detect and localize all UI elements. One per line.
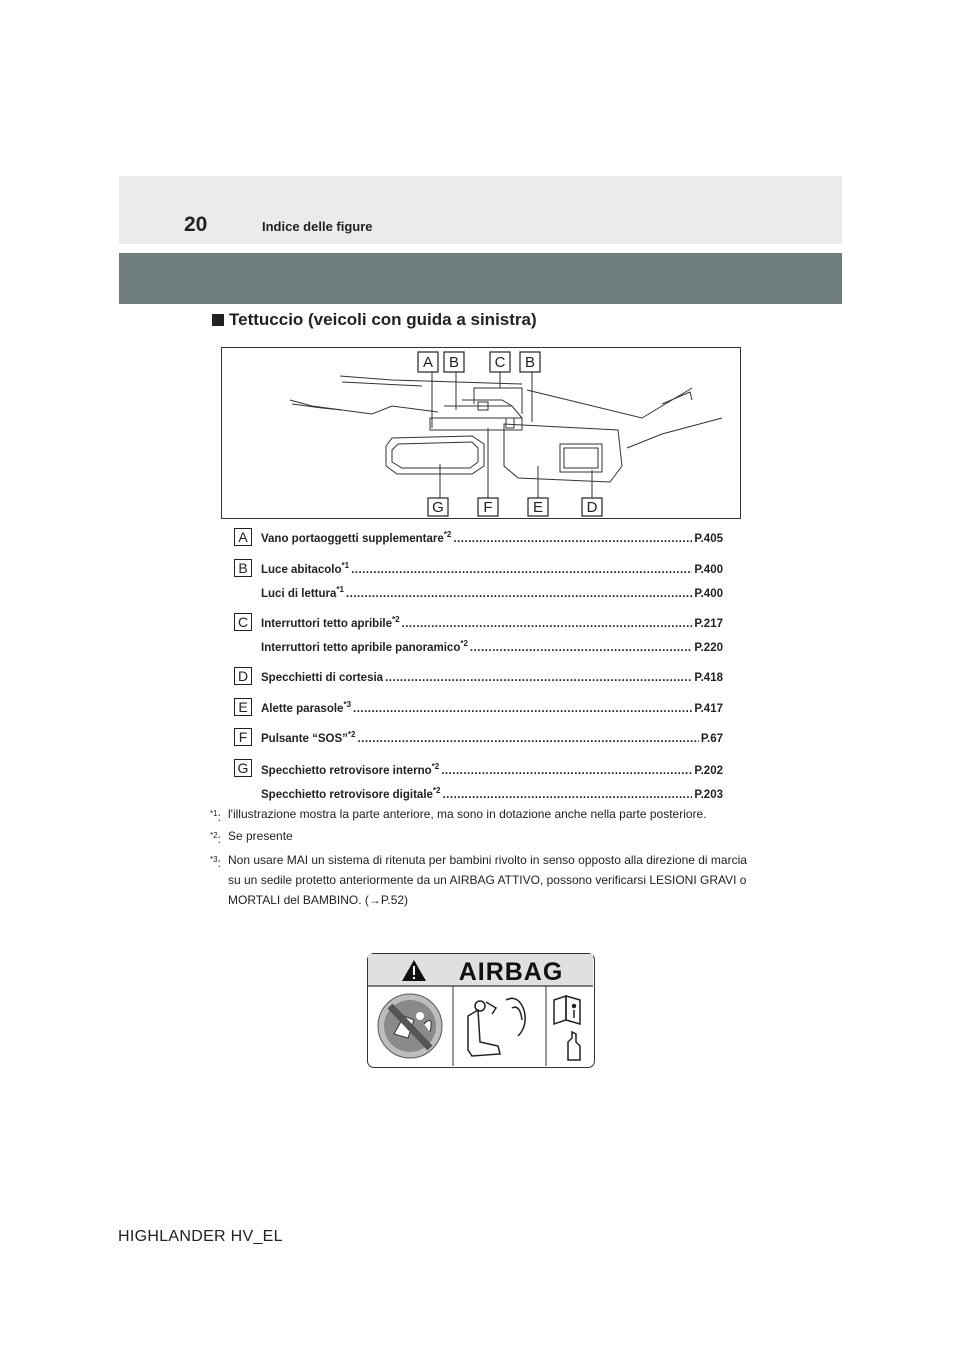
section-heading [212,310,537,330]
item-line [261,700,723,716]
page-reference[interactable]: P.203 [694,788,723,801]
dot-leader [385,672,692,684]
item-label: Luci di lettura$^{*1}$ [261,585,344,600]
footnote: $^{*1}$: l'illustrazione mostra la parte anteriore, ma sono in dotazione anche nella parte posteriore. [210,804,750,824]
dot-leader [442,789,692,801]
footnote-text: Non usare MAI un sistema di ritenuta per bambini rivolto in senso opposto alla direzione di marcia su un sedile protetto anteriormente da un AIRBAG ATTIVO, possono verificarsi LESIONI GRAVI o MORTALI del BAMBINO. (→P.52) [228,853,747,907]
page-reference[interactable]: P.417 [694,702,723,715]
item-label: Specchietto retrovisore interno$^{*2}$ [261,762,440,777]
item-line [261,762,723,778]
callout-d: D [586,499,598,516]
roof-console-drawing [222,348,740,518]
callout-c: C [494,354,506,371]
item-label: Interruttori tetto apribile$^{*2}$ [261,615,400,630]
item-line [261,585,723,601]
page-reference[interactable]: P.418 [694,671,723,684]
page-reference[interactable]: P.220 [694,641,723,654]
page-reference[interactable]: P.405 [694,532,723,545]
item-label: Specchietto retrovisore digitale$^{*2}$ [261,786,441,801]
badge-g: G [234,759,252,777]
badge-f: F [234,728,252,746]
callout-f: F [483,499,493,516]
item-line [261,786,723,802]
header-band [119,176,842,244]
dot-leader [470,642,693,654]
page-reference[interactable]: P.217 [694,617,723,630]
airbag-title: AIRBAG [458,958,564,986]
badge-c: C [234,613,252,631]
page-number: 20 [184,213,208,236]
header-dark-band [119,253,842,304]
airbag-label-drawing [368,954,593,1066]
item-label: Specchietti di cortesia [261,671,384,684]
dot-leader [453,533,692,545]
callout-a: A [422,354,434,371]
item-line [261,639,723,655]
square-bullet-icon [212,314,224,326]
page-reference[interactable]: P.202 [694,764,723,777]
footnote: $^{*2}$: Se presente [210,826,750,846]
item-label: Vano portaoggetti supplementare$^{*2}$ [261,530,452,545]
roof-illustration [221,347,741,519]
item-line [261,561,723,577]
callout-b: B [448,354,460,371]
dot-leader [357,733,698,745]
footnote: $^{*3}$: Non usare MAI un sistema di ritenuta per bambini rivolto in senso opposto alla direzione di marcia su un sedile protetto anteriormente da un AIRBAG ATTIVO, possono verificarsi LESIONI GRAVI o MORTALI del BAMBINO. (→P.52) [210,850,750,910]
callout-b-2: B [524,354,536,371]
dot-leader [353,703,692,715]
dot-leader [402,618,693,630]
item-line [261,615,723,631]
airbag-deploy-icon [468,998,525,1056]
page-reference[interactable]: P.67 [700,732,723,745]
callout-g: G [432,499,444,516]
no-rear-facing-child-seat-icon [378,994,442,1058]
read-manual-icon [554,996,580,1060]
dot-leader [351,564,692,576]
section-title: Indice delle figure [262,219,373,234]
footnote-text: l'illustrazione mostra la parte anteriore, ma sono in dotazione anche nella parte posteriore. [228,807,707,821]
dot-leader [441,765,692,777]
footer-model: HIGHLANDER HV_EL [118,1228,283,1245]
footnote-text: Se presente [228,829,293,843]
heading-text: Tettuccio (veicoli con guida a sinistra) [229,310,537,329]
item-label: Interruttori tetto apribile panoramico$^{*2}$ [261,639,468,654]
item-label: Pulsante “SOS”$^{*2}$ [261,730,356,745]
callout-e: E [532,499,544,516]
item-line [261,530,723,546]
item-line [261,730,723,746]
item-line [261,669,723,685]
dot-leader [346,588,692,600]
badge-d: D [234,667,252,685]
page-reference[interactable]: P.400 [694,587,723,600]
item-label: Luce abitacolo$^{*1}$ [261,561,350,576]
badge-b: B [234,559,252,577]
airbag-warning-label [367,953,595,1068]
badge-e: E [234,698,252,716]
item-label: Alette parasole$^{*3}$ [261,700,352,715]
badge-a: A [234,528,252,546]
page-reference[interactable]: P.400 [694,563,723,576]
